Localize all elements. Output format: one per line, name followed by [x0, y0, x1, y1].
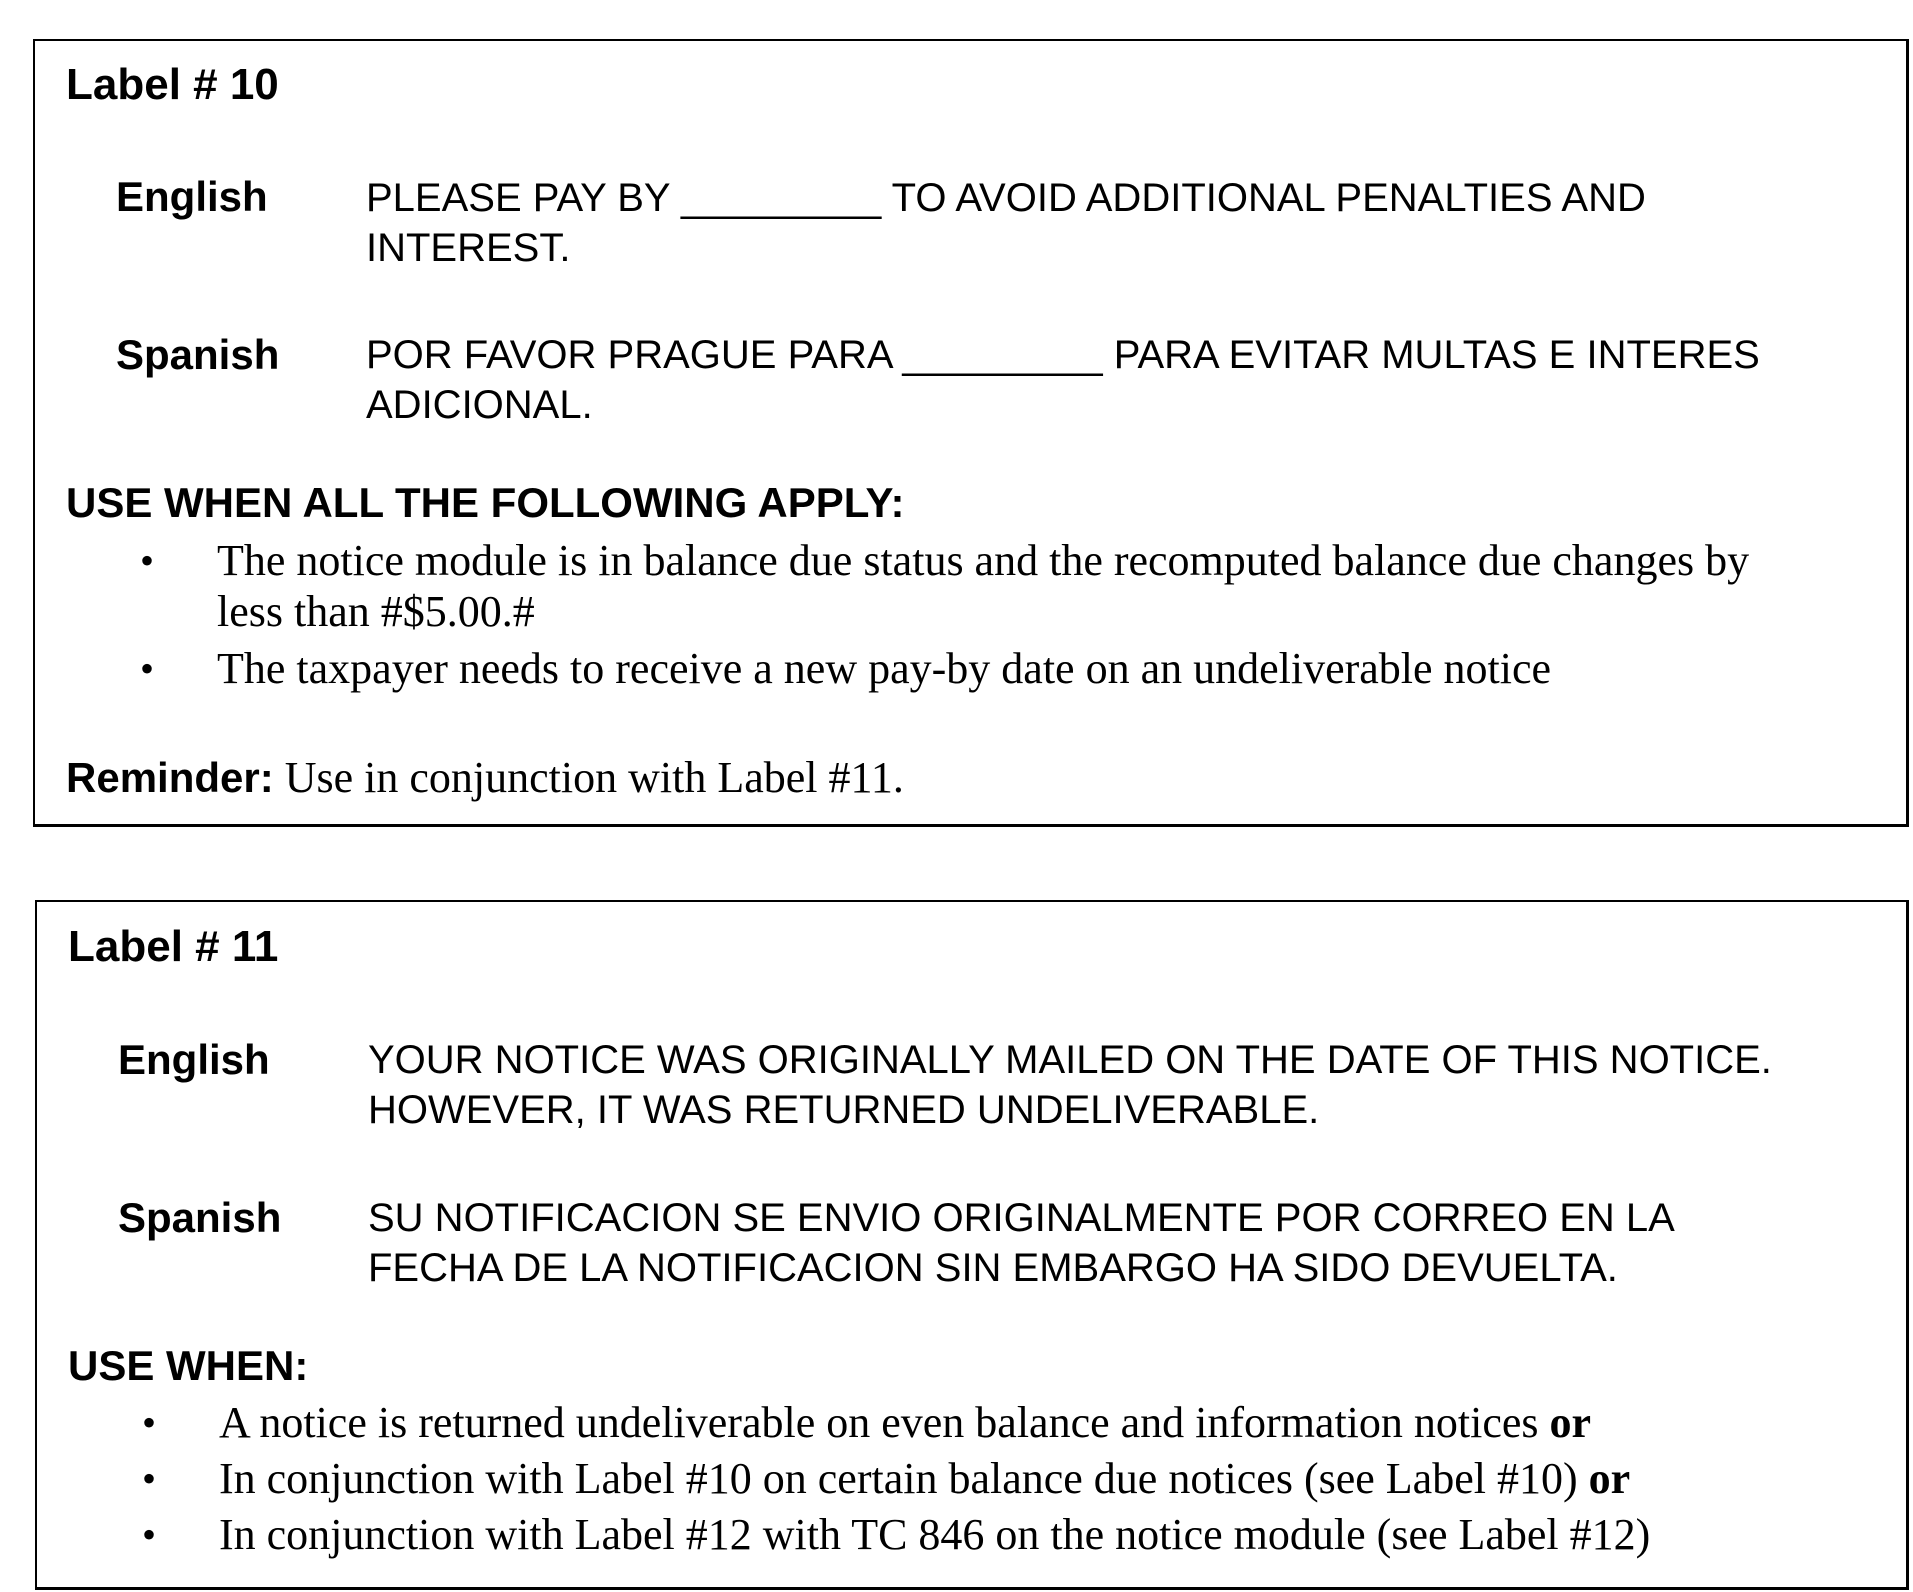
label-11-use-when-heading: USE WHEN: — [68, 1342, 309, 1389]
label-11-bullet-1 — [219, 1398, 1591, 1448]
label-11-english-line-1: YOUR NOTICE WAS ORIGINALLY MAILED ON THE DATE OF THIS NOTICE. — [368, 1038, 1772, 1082]
label-11-title: Label # 11 — [68, 922, 279, 971]
bullet-or: or — [1588, 1454, 1631, 1503]
label-11-spanish-line-2: FECHA DE LA NOTIFICACION SIN EMBARGO HA SIDO DEVUELTA. — [368, 1246, 1618, 1290]
bullet-icon: • — [140, 646, 155, 691]
label-10-bullet-1-line-2: less than #$5.00.# — [217, 587, 535, 636]
label-10-english-line-1: PLEASE PAY BY _________ TO AVOID ADDITIONAL PENALTIES AND — [366, 176, 1646, 220]
label-11-bullet-2 — [219, 1454, 1630, 1504]
label-11-english-line-2: HOWEVER, IT WAS RETURNED UNDELIVERABLE. — [368, 1088, 1320, 1132]
bullet-icon: • — [142, 1400, 157, 1445]
reminder-label: Reminder: — [66, 754, 274, 801]
label-10-english-heading: English — [116, 173, 268, 220]
label-10-spanish-line-1: POR FAVOR PRAGUE PARA _________ PARA EVITAR MULTAS E INTERES — [366, 333, 1760, 377]
label-10-box — [33, 39, 1909, 827]
bullet-or: or — [1549, 1398, 1592, 1447]
label-11-spanish-line-1: SU NOTIFICACION SE ENVIO ORIGINALMENTE POR CORREO EN LA — [368, 1196, 1675, 1240]
label-10-bullet-1-line-1: The notice module is in balance due status and the recomputed balance due changes by — [217, 536, 1750, 585]
label-11-english-heading: English — [118, 1036, 270, 1083]
bullet-text: In conjunction with Label #10 on certain balance due notices (see Label #10) — [219, 1454, 1589, 1503]
bullet-icon: • — [140, 538, 155, 583]
bullet-text: A notice is returned undeliverable on even balance and information notices — [219, 1398, 1550, 1447]
label-10-bullet-2: The taxpayer needs to receive a new pay-by date on an undeliverable notice — [217, 644, 1552, 693]
label-10-english-line-2: INTEREST. — [366, 226, 571, 270]
label-10-spanish-line-2: ADICIONAL. — [366, 383, 593, 427]
label-11-spanish-heading: Spanish — [118, 1194, 282, 1241]
label-10-use-when-heading: USE WHEN ALL THE FOLLOWING APPLY: — [66, 479, 905, 526]
label-10-reminder — [66, 753, 904, 813]
bullet-icon: • — [142, 1456, 157, 1501]
bullet-text: In conjunction with Label #12 with TC 846 on the notice module (see Label #12) — [219, 1510, 1651, 1559]
reminder-text: Use in conjunction with Label #11. — [273, 753, 904, 802]
bullet-icon: • — [142, 1512, 157, 1557]
label-10-spanish-heading: Spanish — [116, 331, 280, 378]
label-10-title: Label # 10 — [66, 60, 279, 109]
label-11-bullet-3 — [219, 1510, 1650, 1560]
